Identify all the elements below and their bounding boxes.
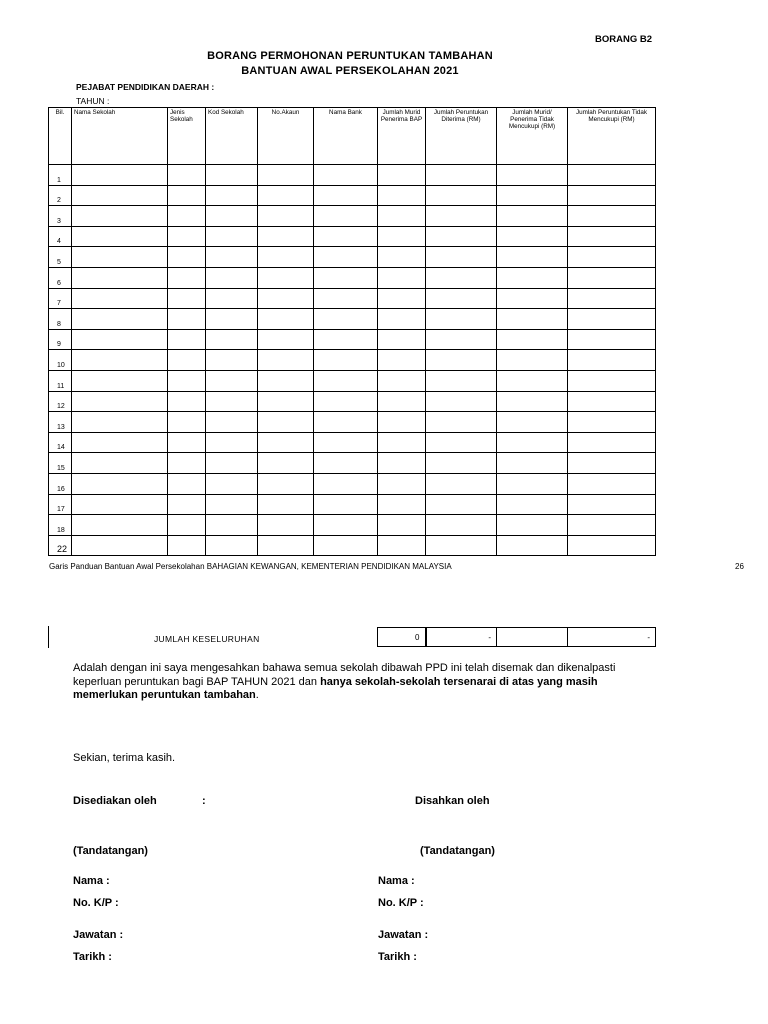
table-cell[interactable]: [426, 535, 497, 556]
table-cell[interactable]: [206, 247, 258, 268]
table-cell[interactable]: [72, 288, 168, 309]
table-cell[interactable]: [206, 370, 258, 391]
table-row: [49, 288, 656, 309]
table-cell[interactable]: [168, 453, 206, 474]
row-number: 18: [49, 515, 72, 536]
table-cell[interactable]: [314, 288, 378, 309]
table-cell[interactable]: [258, 165, 314, 186]
table-cell[interactable]: [314, 473, 378, 494]
row-number: 13: [49, 412, 72, 433]
table-row: [49, 206, 656, 227]
table-cell[interactable]: [426, 515, 497, 536]
table-cell[interactable]: [72, 226, 168, 247]
table-cell[interactable]: [426, 165, 497, 186]
table-cell[interactable]: [72, 206, 168, 227]
declaration-bold: hanya sekolah-sekolah tersenarai di atas yang masih memerlukan peruntukan tambahan: [73, 675, 598, 701]
table-cell[interactable]: [497, 329, 568, 350]
table-cell[interactable]: [168, 226, 206, 247]
table-cell[interactable]: [258, 185, 314, 206]
table-cell[interactable]: [314, 370, 378, 391]
table-cell[interactable]: [258, 309, 314, 330]
table-cell[interactable]: [258, 350, 314, 371]
table-cell[interactable]: [314, 206, 378, 227]
table-cell[interactable]: [497, 473, 568, 494]
row-number: 14: [49, 432, 72, 453]
table-cell[interactable]: [497, 515, 568, 536]
table-cell[interactable]: [314, 515, 378, 536]
table-cell[interactable]: [258, 206, 314, 227]
row-number: 4: [49, 226, 72, 247]
table-cell[interactable]: [378, 309, 426, 330]
table-cell[interactable]: [168, 206, 206, 227]
table-cell[interactable]: [314, 494, 378, 515]
table-cell[interactable]: [258, 288, 314, 309]
table-cell[interactable]: [378, 247, 426, 268]
table-cell[interactable]: [378, 494, 426, 515]
table-cell[interactable]: [168, 494, 206, 515]
table-cell[interactable]: [72, 165, 168, 186]
header-school-type: Jenis Sekolah: [168, 108, 206, 165]
table-cell[interactable]: [258, 535, 314, 556]
left-date-label: Tarikh :: [73, 951, 112, 963]
header-account-no: No.Akaun: [258, 108, 314, 165]
table-cell[interactable]: [378, 453, 426, 474]
header-bank-name: Nama Bank: [314, 108, 378, 165]
table-cell[interactable]: [568, 350, 656, 371]
table-cell[interactable]: [497, 535, 568, 556]
table-cell[interactable]: [314, 391, 378, 412]
table-cell[interactable]: [72, 350, 168, 371]
table-cell[interactable]: [206, 206, 258, 227]
total-insufficient-allocation: -: [568, 628, 656, 647]
table-cell[interactable]: [426, 432, 497, 453]
row-number: 17: [49, 494, 72, 515]
prepared-by-colon: :: [202, 795, 206, 807]
table-cell[interactable]: [168, 247, 206, 268]
table-cell[interactable]: [168, 288, 206, 309]
table-cell[interactable]: [72, 391, 168, 412]
table-row: [49, 350, 656, 371]
total-insufficient-recipients: [497, 628, 568, 647]
table-cell[interactable]: [258, 267, 314, 288]
table-cell[interactable]: [72, 515, 168, 536]
table-cell[interactable]: [497, 247, 568, 268]
table-cell[interactable]: [168, 309, 206, 330]
table-cell[interactable]: [497, 350, 568, 371]
table-cell[interactable]: [497, 206, 568, 227]
table-cell[interactable]: [378, 473, 426, 494]
table-cell[interactable]: [72, 494, 168, 515]
table-cell[interactable]: [568, 535, 656, 556]
table-row: [49, 473, 656, 494]
table-cell[interactable]: [378, 391, 426, 412]
table-cell[interactable]: [72, 329, 168, 350]
table-row: [49, 165, 656, 186]
table-cell[interactable]: [168, 165, 206, 186]
row-number: 16: [49, 473, 72, 494]
table-cell[interactable]: [497, 453, 568, 474]
left-name-label: Nama :: [73, 875, 110, 887]
table-cell[interactable]: [568, 391, 656, 412]
row-number: 5: [49, 247, 72, 268]
row-number: 7: [49, 288, 72, 309]
row-number: 10: [49, 350, 72, 371]
table-cell[interactable]: [378, 165, 426, 186]
left-ic-label: No. K/P :: [73, 897, 119, 909]
table-cell[interactable]: [72, 267, 168, 288]
table-cell[interactable]: [258, 226, 314, 247]
right-ic-label: No. K/P :: [378, 897, 424, 909]
table-cell[interactable]: [314, 535, 378, 556]
table-cell[interactable]: [314, 267, 378, 288]
table-cell[interactable]: [314, 247, 378, 268]
declaration-end: .: [255, 689, 259, 701]
table-cell[interactable]: [497, 165, 568, 186]
table-cell[interactable]: [378, 370, 426, 391]
table-cell[interactable]: [206, 412, 258, 433]
table-cell[interactable]: [206, 165, 258, 186]
table-cell[interactable]: [72, 247, 168, 268]
table-row: [49, 247, 656, 268]
table-cell[interactable]: [258, 515, 314, 536]
table-cell[interactable]: [258, 453, 314, 474]
table-cell[interactable]: [206, 185, 258, 206]
table-cell[interactable]: [426, 329, 497, 350]
table-cell[interactable]: [426, 309, 497, 330]
table-cell[interactable]: [314, 185, 378, 206]
table-cell[interactable]: [72, 535, 168, 556]
table-row: [49, 391, 656, 412]
footer-text: Garis Panduan Bantuan Awal Persekolahan BAHAGIAN KEWANGAN, KEMENTERIAN PENDIDIKAN MALAYSIA: [49, 562, 452, 571]
table-cell[interactable]: [378, 267, 426, 288]
table-cell[interactable]: [72, 432, 168, 453]
table-cell[interactable]: [314, 309, 378, 330]
table-cell[interactable]: [378, 288, 426, 309]
table-cell[interactable]: [426, 453, 497, 474]
row-number: 2: [49, 185, 72, 206]
declaration-plain: Adalah dengan ini saya mengesahkan bahawa semua sekolah dibawah PPD ini telah disemak dan dikenalpasti keperluan peruntukan bagi BAP TAHUN 2021 dan: [73, 662, 616, 688]
table-cell[interactable]: [426, 494, 497, 515]
table-cell[interactable]: [378, 515, 426, 536]
table-cell[interactable]: [497, 267, 568, 288]
table-cell[interactable]: [568, 494, 656, 515]
header-school-code: Kod Sekolah: [206, 108, 258, 165]
table-cell[interactable]: [72, 370, 168, 391]
header-recipients: Jumlah Murid Penerima BAP: [378, 108, 426, 165]
table-cell[interactable]: [426, 247, 497, 268]
total-allocation-received: -: [426, 628, 497, 647]
table-cell[interactable]: [72, 412, 168, 433]
table-row: [49, 412, 656, 433]
table-cell[interactable]: [168, 185, 206, 206]
table-cell[interactable]: [258, 494, 314, 515]
table-cell[interactable]: [378, 350, 426, 371]
table-cell[interactable]: [568, 473, 656, 494]
closing-text: Sekian, terima kasih.: [73, 752, 176, 764]
right-name-label: Nama :: [378, 875, 415, 887]
row-number: 8: [49, 309, 72, 330]
table-cell[interactable]: [497, 391, 568, 412]
table-cell[interactable]: [568, 370, 656, 391]
table-cell[interactable]: [206, 473, 258, 494]
table-cell[interactable]: [206, 535, 258, 556]
right-position-label: Jawatan :: [378, 929, 429, 941]
table-cell[interactable]: [314, 226, 378, 247]
table-cell[interactable]: [568, 432, 656, 453]
table-cell[interactable]: [206, 309, 258, 330]
table-cell[interactable]: [168, 370, 206, 391]
table-cell[interactable]: [258, 247, 314, 268]
table-cell[interactable]: [258, 391, 314, 412]
table-cell[interactable]: [378, 185, 426, 206]
table-cell[interactable]: [497, 412, 568, 433]
table-row: [49, 267, 656, 288]
row-number: 9: [49, 329, 72, 350]
table-cell[interactable]: [497, 309, 568, 330]
row-number: 22: [49, 535, 72, 556]
table-cell[interactable]: [206, 432, 258, 453]
table-cell[interactable]: [258, 412, 314, 433]
table-cell[interactable]: [426, 391, 497, 412]
table-cell[interactable]: [497, 226, 568, 247]
row-number: 3: [49, 206, 72, 227]
table-cell[interactable]: [258, 370, 314, 391]
table-row: [49, 453, 656, 474]
header-allocation-received: Jumlah Peruntukan Diterima (RM): [426, 108, 497, 165]
table-cell[interactable]: [206, 226, 258, 247]
total-label: JUMLAH KESELURUHAN: [154, 634, 260, 644]
table-cell[interactable]: [426, 185, 497, 206]
signature-left-label: (Tandatangan): [73, 845, 148, 857]
header-bil: Bil.: [49, 108, 72, 165]
table-cell[interactable]: [568, 206, 656, 227]
table-cell[interactable]: [206, 350, 258, 371]
table-cell[interactable]: [426, 350, 497, 371]
table-cell[interactable]: [314, 165, 378, 186]
left-position-label: Jawatan :: [73, 929, 124, 941]
table-cell[interactable]: [497, 185, 568, 206]
table-cell[interactable]: [426, 412, 497, 433]
table-cell[interactable]: [426, 473, 497, 494]
table-cell[interactable]: [314, 350, 378, 371]
table-cell[interactable]: [568, 412, 656, 433]
table-row: [49, 309, 656, 330]
table-cell[interactable]: [568, 329, 656, 350]
table-cell[interactable]: [168, 350, 206, 371]
table-cell[interactable]: [568, 165, 656, 186]
right-date-label: Tarikh :: [378, 951, 417, 963]
table-cell[interactable]: [206, 453, 258, 474]
allocation-table: [48, 107, 656, 556]
total-table: [377, 627, 656, 647]
table-row: [49, 535, 656, 556]
form-code: BORANG B2: [595, 34, 653, 45]
table-cell[interactable]: [206, 515, 258, 536]
table-cell[interactable]: [378, 535, 426, 556]
header-school-name: Nama Sekolah: [72, 108, 168, 165]
table-cell[interactable]: [378, 412, 426, 433]
table-cell[interactable]: [426, 267, 497, 288]
table-cell[interactable]: [568, 226, 656, 247]
table-cell[interactable]: [314, 432, 378, 453]
table-cell[interactable]: [426, 288, 497, 309]
row-number: 1: [49, 165, 72, 186]
table-cell[interactable]: [314, 329, 378, 350]
table-row: [49, 515, 656, 536]
table-cell[interactable]: [206, 391, 258, 412]
table-row: [49, 494, 656, 515]
header-insufficient-recipients: Jumlah Murid/ Penerima Tidak Mencukupi (RM): [497, 108, 568, 165]
table-cell[interactable]: [258, 329, 314, 350]
table-header-row: [49, 108, 656, 165]
table-cell[interactable]: [206, 329, 258, 350]
table-cell[interactable]: [72, 473, 168, 494]
table-cell[interactable]: [206, 288, 258, 309]
table-cell[interactable]: [258, 473, 314, 494]
row-number: 11: [49, 370, 72, 391]
table-cell[interactable]: [314, 412, 378, 433]
declaration-text: [73, 662, 663, 703]
table-cell[interactable]: [168, 473, 206, 494]
table-cell[interactable]: [568, 453, 656, 474]
table-cell[interactable]: [568, 185, 656, 206]
row-number: 12: [49, 391, 72, 412]
table-row: [49, 185, 656, 206]
table-cell[interactable]: [497, 288, 568, 309]
form-title-line-1: BORANG PERMOHONAN PERUNTUKAN TAMBAHAN: [207, 50, 493, 62]
table-cell[interactable]: [168, 432, 206, 453]
table-cell[interactable]: [378, 226, 426, 247]
table-cell[interactable]: [426, 206, 497, 227]
table-cell[interactable]: [206, 267, 258, 288]
table-cell[interactable]: [314, 453, 378, 474]
table-cell[interactable]: [168, 267, 206, 288]
table-cell[interactable]: [497, 494, 568, 515]
margin-line: [48, 626, 49, 648]
year-label: TAHUN :: [76, 96, 110, 106]
table-cell[interactable]: [568, 309, 656, 330]
table-cell[interactable]: [378, 206, 426, 227]
table-row: [49, 226, 656, 247]
table-cell[interactable]: [168, 391, 206, 412]
page-number: 26: [735, 562, 744, 571]
signature-right-label: (Tandatangan): [420, 845, 495, 857]
table-cell[interactable]: [168, 515, 206, 536]
row-number: 15: [49, 453, 72, 474]
approved-by-label: Disahkan oleh: [415, 795, 490, 807]
table-cell[interactable]: [168, 329, 206, 350]
table-cell[interactable]: [568, 247, 656, 268]
table-cell[interactable]: [72, 309, 168, 330]
table-cell[interactable]: [72, 453, 168, 474]
district-office-label: PEJABAT PENDIDIKAN DAERAH :: [76, 82, 215, 92]
total-recipients: 0: [378, 628, 426, 647]
table-cell[interactable]: [497, 370, 568, 391]
table-cell[interactable]: [426, 226, 497, 247]
table-cell[interactable]: [497, 432, 568, 453]
table-cell[interactable]: [568, 267, 656, 288]
header-insufficient-allocation: Jumlah Peruntukan Tidak Mencukupi (RM): [568, 108, 656, 165]
row-number: 6: [49, 267, 72, 288]
table-cell[interactable]: [568, 515, 656, 536]
table-cell[interactable]: [168, 412, 206, 433]
table-cell[interactable]: [426, 370, 497, 391]
table-cell[interactable]: [168, 535, 206, 556]
table-cell[interactable]: [378, 329, 426, 350]
table-cell[interactable]: [258, 432, 314, 453]
total-row: [378, 628, 656, 647]
table-cell[interactable]: [378, 432, 426, 453]
form-title-line-2: BANTUAN AWAL PERSEKOLAHAN 2021: [241, 65, 459, 77]
table-cell[interactable]: [72, 185, 168, 206]
table-row: [49, 329, 656, 350]
table-cell[interactable]: [206, 494, 258, 515]
prepared-by-label: Disediakan oleh: [73, 795, 157, 807]
table-row: [49, 370, 656, 391]
table-row: [49, 432, 656, 453]
table-cell[interactable]: [568, 288, 656, 309]
